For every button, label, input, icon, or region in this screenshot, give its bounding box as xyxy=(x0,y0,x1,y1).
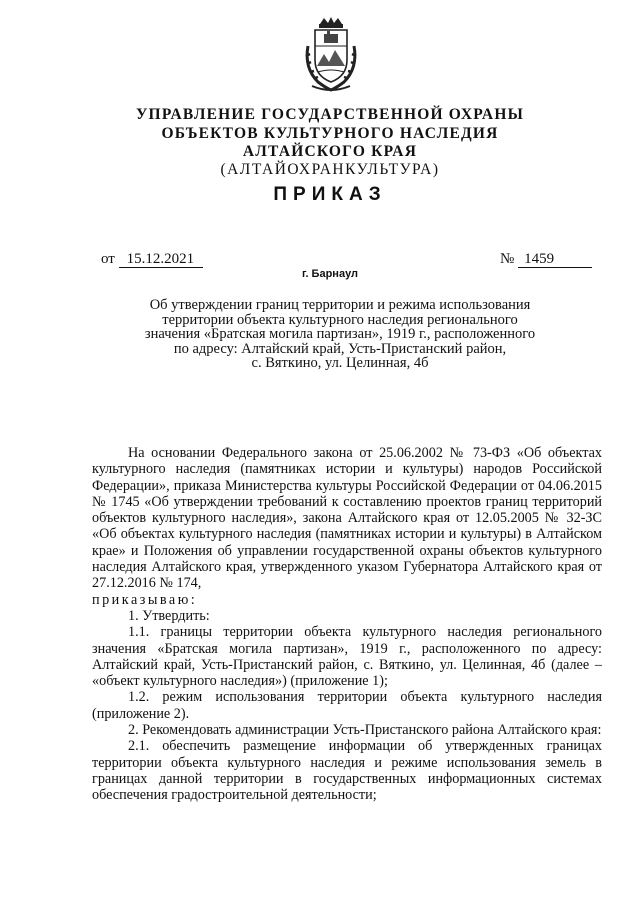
item-2: 2. Рекомендовать администрации Усть-Пристанского района Алтайского края: xyxy=(128,722,602,739)
org-short-name: (АЛТАЙОХРАНКУЛЬТУРА) xyxy=(220,161,440,178)
order-word: приказываю: xyxy=(92,591,198,608)
order-number xyxy=(500,251,592,268)
item-1: 1. Утвердить: xyxy=(128,607,210,624)
subject-line: с. Вяткино, ул. Целинная, 4б xyxy=(251,355,429,371)
org-name-line-1: УПРАВЛЕНИЕ ГОСУДАРСТВЕННОЙ ОХРАНЫ xyxy=(135,106,524,123)
org-name-line-3: АЛТАЙСКОГО КРАЯ xyxy=(242,143,418,160)
order-date xyxy=(101,251,203,268)
preamble-paragraph: На основании Федерального закона от 25.06.2002 № 73-ФЗ «Об объектах культурного наследия (памятниках истории и культуры) народов Российской Федерации», приказа Министерства культуры Российской Федерации от 04.06.2015 № 1745 «Об утверждении требований к составлению проектов границ территорий объектов культурного наследия», закона Алтайского края от 12.05.2005 № 32-ЗС «Об объектах культурного наследия (памятниках истории и культуры) в Алтайском крае» и Положения об управлении государственной охраны объектов культурного наследия Алтайского края, утвержденного указом Губернатора Алтайского края от 27.12.2016 № 174, xyxy=(92,445,602,592)
subject-line: значения «Братская могила партизан», 1919 г., расположенного xyxy=(144,326,536,342)
coat-of-arms-emblem xyxy=(300,16,362,92)
number-prefix: № xyxy=(500,251,515,267)
item-2-1: 2.1. обеспечить размещение информации об утвержденных границах территории объекта культурного наследия и режиме использования земель в границах данной территории в государственных информационных системах обеспечения градостроительной деятельности; xyxy=(92,738,602,804)
subject-line: Об утверждении границ территории и режима использования xyxy=(149,297,531,313)
subject-line: по адресу: Алтайский край, Усть-Пристанский район, xyxy=(173,340,507,357)
order-subject xyxy=(120,298,560,371)
date-value: 15.12.2021 xyxy=(119,252,203,268)
org-name-line-2: ОБЪЕКТОВ КУЛЬТУРНОГО НАСЛЕДИЯ xyxy=(161,125,499,142)
city-label: г. Барнаул xyxy=(301,268,359,280)
document-type-title: ПРИКАЗ xyxy=(273,184,387,205)
number-value: 1459 xyxy=(518,252,592,268)
subject-line: территории объекта культурного наследия регионального xyxy=(162,311,518,328)
date-prefix: от xyxy=(101,251,115,267)
order-body xyxy=(92,445,602,804)
item-1-1: 1.1. границы территории объекта культурного наследия регионального значения «Братская могила партизан», 1919 г., расположенного по адресу: Алтайский край, Усть-Пристанский район, с. Вяткино, ул. Целинная, 4б (далее – «объект культурного наследия») (приложение 1); xyxy=(92,624,602,690)
item-1-2: 1.2. режим использования территории объекта культурного наследия (приложение 2). xyxy=(92,689,602,722)
